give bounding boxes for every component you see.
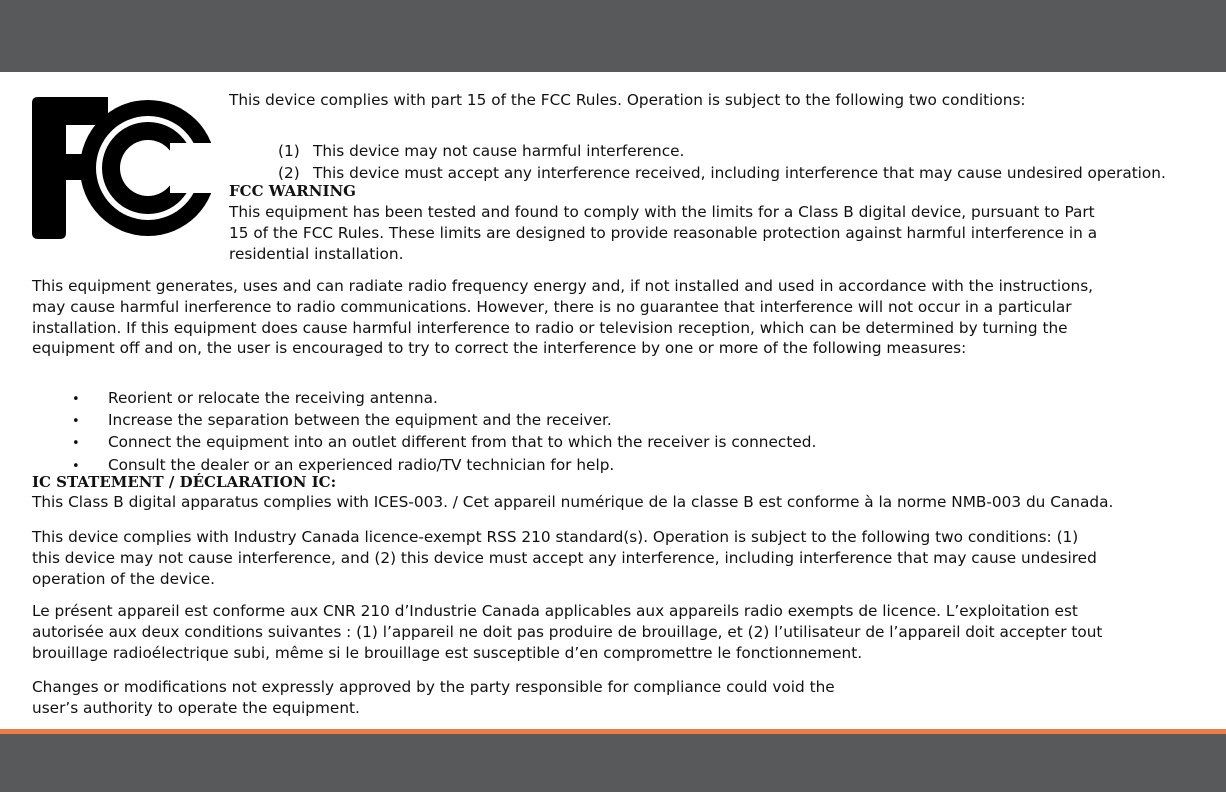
text-line: operation of the device. [32, 569, 215, 588]
list-text: This device must accept any interference received, including interference that may cause undesired operation. [313, 164, 1166, 182]
list-text: This device may not cause harmful interference. [313, 142, 685, 160]
list-text: Increase the separation between the equipment and the receiver. [108, 411, 612, 430]
list-number: (1) [278, 142, 300, 160]
text-line: 15 of the FCC Rules. These limits are designed to provide reasonable protection against harmful interference in a [229, 223, 1098, 242]
text-line: this device may not cause interference, and (2) this device must accept any interference, including interference that may cause undesired [32, 548, 1097, 567]
text-line: This equipment generates, uses and can radiate radio frequency energy and, if not installed and used in accordance with the instructions, [32, 277, 1094, 295]
text-line: may cause harmful inerference to radio communications. However, there is no guarantee that interference will not occur in a particular [32, 297, 1072, 316]
text-line: brouillage radioélectrique subi, même si le brouillage est susceptible d’en compromettre le fonctionnement. [32, 643, 863, 662]
interference-paragraph [32, 276, 1093, 359]
text-line: Changes or modifications not expressly approved by the party responsible for compliance could void the [32, 678, 835, 696]
header-bar [0, 0, 1226, 72]
list-item [72, 410, 816, 432]
french-paragraph [32, 601, 1102, 663]
bullet-icon: • [72, 414, 80, 430]
list-item [278, 140, 1166, 162]
bullet-icon: • [72, 392, 80, 407]
footer-bar [0, 734, 1226, 792]
fcc-logo-icon [30, 97, 220, 239]
ic-statement-text: This Class B digital apparatus complies with ICES-003. / Cet appareil numérique de la classe B est conforme à la norme NMB-003 du Canada. [32, 493, 1114, 511]
measures-list [32, 388, 816, 477]
fcc-conditions-list [238, 140, 1166, 184]
text-line: This device complies with Industry Canada licence-exempt RSS 210 standard(s). Operation is subject to the following two conditions: (1) [32, 528, 1079, 546]
list-text: Connect the equipment into an outlet different from that to which the receiver is connected. [108, 433, 817, 452]
text-line: installation. If this equipment does cause harmful interference to radio or television reception, which can be determined by turning the [32, 318, 1068, 337]
list-text: Consult the dealer or an experienced radio/TV technician for help. [108, 455, 615, 474]
text-line: This equipment has been tested and found to comply with the limits for a Class B digital device, pursuant to Part [229, 203, 1095, 221]
ic-statement-heading: IC STATEMENT / DÉCLARATION IC: [32, 473, 337, 491]
list-item [72, 388, 816, 410]
text-line: Le présent appareil est conforme aux CNR 210 d’Industrie Canada applicables aux appareils radio exempts de licence. L’exploitation est [32, 602, 1078, 620]
bullet-icon: • [72, 458, 80, 474]
list-text: Reorient or relocate the receiving antenna. [108, 389, 438, 407]
fcc-intro: This device complies with part 15 of the FCC Rules. Operation is subject to the following two conditions: [229, 91, 1026, 109]
changes-paragraph [32, 677, 835, 719]
rss-paragraph [32, 527, 1097, 589]
list-item [278, 162, 1166, 184]
text-line: user’s authority to operate the equipment. [32, 698, 360, 717]
list-number: (2) [278, 164, 300, 182]
fcc-warning-text [229, 202, 1097, 264]
text-line: equipment off and on, the user is encouraged to try to correct the interference by one or more of the following measures: [32, 339, 967, 358]
list-item [72, 432, 816, 454]
text-line: autorisée aux deux conditions suivantes : (1) l’appareil ne doit pas produire de brouillage, et (2) l’utilisateur de l’appareil doit accepter tout [32, 622, 1103, 641]
text-line: residential installation. [229, 244, 404, 263]
fcc-warning-heading: FCC WARNING [229, 182, 356, 200]
bullet-icon: • [72, 436, 80, 452]
